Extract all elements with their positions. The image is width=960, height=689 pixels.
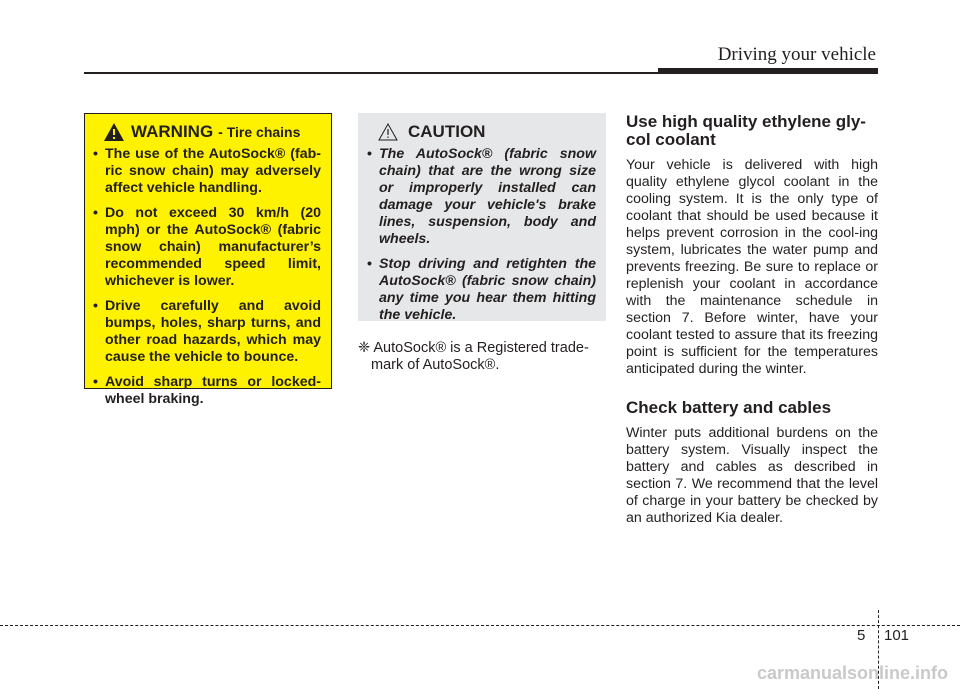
warning-item: • Do not exceed 30 km/h (20 mph) or the AutoSock® (fabric snow chain) manufacturer’s recommended speed limit, whichever is lower. [91,205,321,290]
section-number: 5 [857,627,866,644]
watermark: carmanualsonline.info [756,663,948,683]
warning-item: • The use of the AutoSock® (fab-ric snow chain) may adversely affect vehicle handling. [91,146,321,197]
warning-header [103,122,321,142]
warning-icon [103,122,125,142]
warning-list [91,146,321,408]
warning-title: WARNING [131,122,214,141]
trademark-note-line2: mark of AutoSock®. [371,357,500,373]
right-column [626,113,878,548]
coolant-body: Your vehicle is delivered with high quality ethylene glycol coolant in the cooling system. It is the only type of coolant that should be used because it helps prevent corrosion in the cool-ing system, lubricates the water pump and prevents freezing. Be sure to replace or replenish your coolant in accordance with the maintenance schedule in section 7. Before winter, have your coolant tested to assure that its freezing point is sufficient for the temperatures anticipated during the winter. [626,157,878,377]
footer-rule [0,625,960,626]
caution-title: CAUTION [408,122,486,141]
caution-header [378,122,596,142]
battery-body: Winter puts additional burdens on the battery system. Visually inspect the battery and cables as described in section 7. We recommend that the level of charge in your battery be checked by an authorized Kia dealer. [626,425,878,526]
caution-item: • Stop driving and retighten the AutoSock® (fabric snow chain) any time you hear them hitting the vehicle. [366,256,596,324]
caution-item: • The AutoSock® (fabric snow chain) that are the wrong size or improperly installed can damage your vehicle's brake lines, suspension, body and wheels. [366,146,596,248]
trademark-note-line1: ❈ AutoSock® is a Registered trade- [358,340,589,356]
caution-icon [378,123,398,141]
warning-item: • Avoid sharp turns or locked-wheel braking. [91,374,321,408]
coolant-heading: Use high quality ethylene gly-col coolant [626,112,866,149]
battery-heading: Check battery and cables [626,398,832,417]
warning-subtitle: - Tire chains [218,124,301,140]
caution-box [358,113,606,321]
page-number: 101 [884,627,910,644]
caution-list [366,146,596,324]
header-accent-bar [658,68,878,74]
page-header-title: Driving your vehicle [717,44,876,65]
warning-item: • Drive carefully and avoid bumps, holes, sharp turns, and other road hazards, which may cause the vehicle to bounce. [91,298,321,366]
trademark-note [358,340,606,374]
warning-box [84,113,332,407]
